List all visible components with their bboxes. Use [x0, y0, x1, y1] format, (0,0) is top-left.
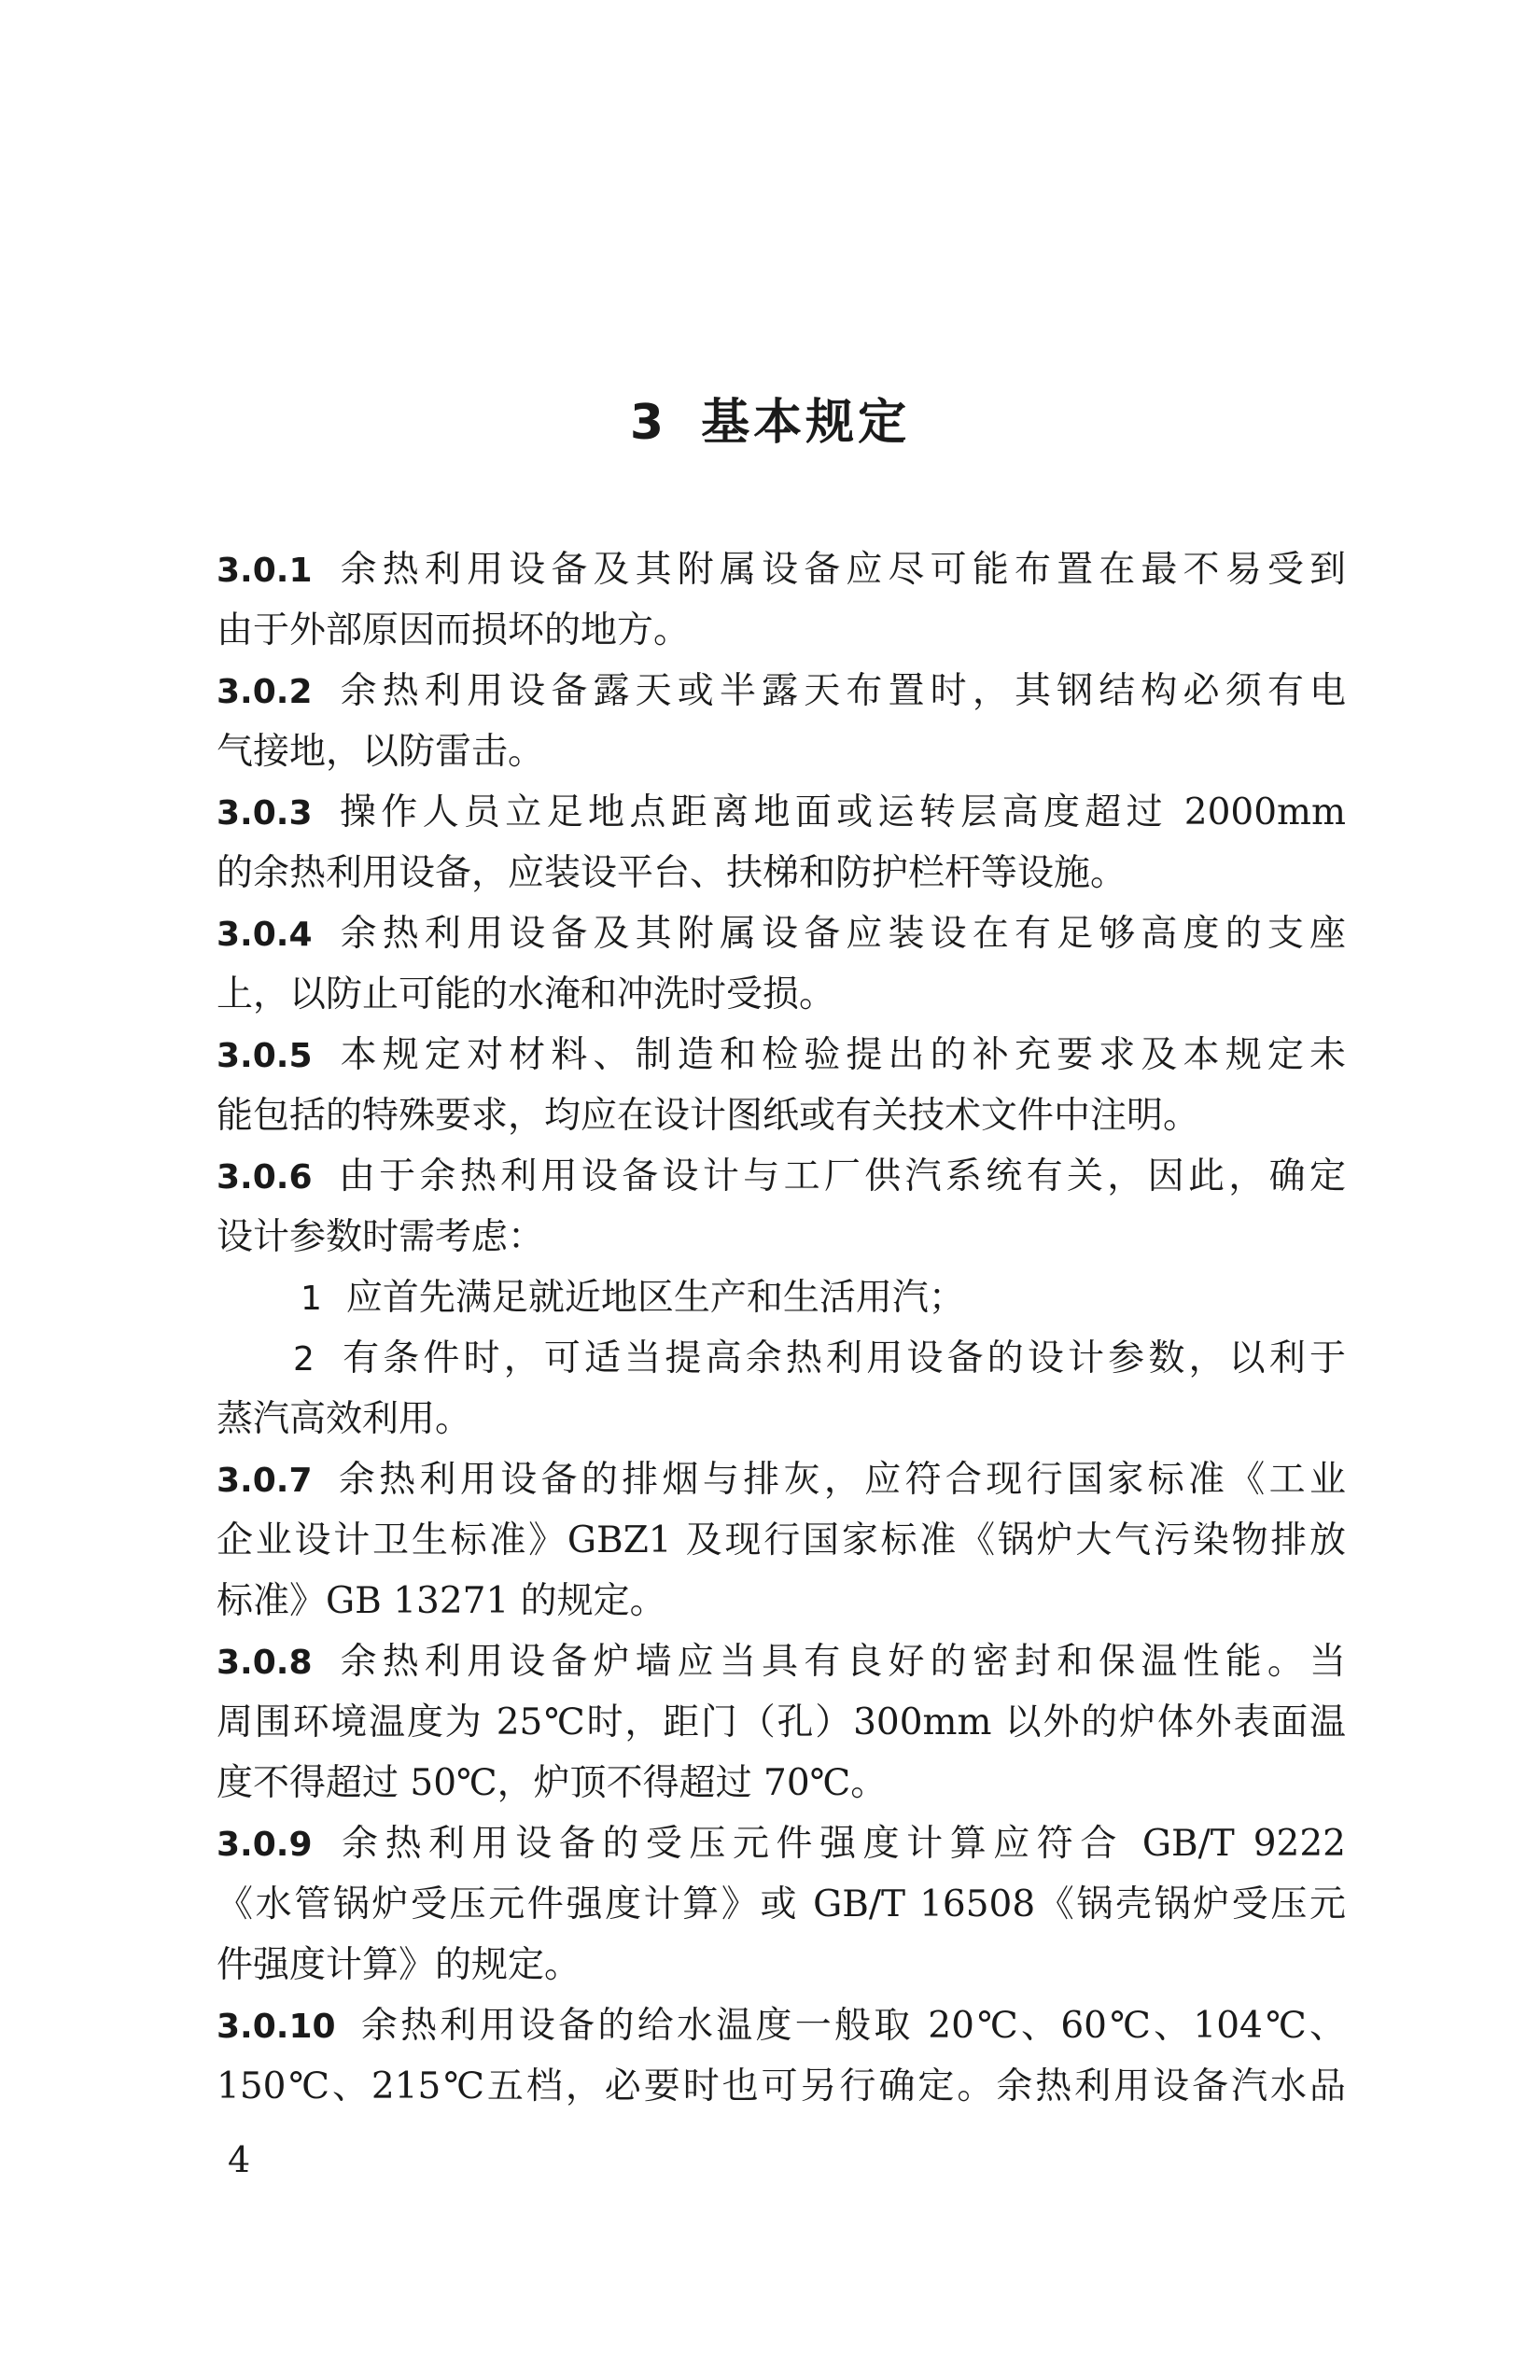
clause-text: 余热利用设备的给水温度一般取 20℃、60℃、104℃、: [357, 2005, 1346, 2047]
clause-3-0-6-line-2: [217, 1207, 1346, 1267]
clause-3-0-1-line-1: [217, 539, 1346, 600]
clause-3-0-6-line-1: [217, 1146, 1346, 1207]
list-item-number: 1: [301, 1280, 322, 1318]
clause-text: 余热利用设备炉墙应当具有良好的密封和保温性能。当: [334, 1641, 1346, 1683]
clause-3-0-7-line-3: [217, 1571, 1346, 1631]
clause-number: 3.0.6: [217, 1158, 313, 1197]
clause-text: 余热利用设备及其附属设备应装设在有足够高度的支座: [334, 913, 1346, 955]
clause-text: 的余热利用设备，应装设平台、扶梯和防护栏杆等设施。: [217, 852, 1127, 894]
clause-3-0-9-line-3: [217, 1935, 1346, 1995]
clause-text: 企业设计卫生标准》GBZ1 及现行国家标准《锅炉大气污染物排放: [217, 1519, 1346, 1561]
list-item-text: 蒸汽高效利用。: [217, 1398, 472, 1440]
clause-text: 设计参数时需考虑：: [217, 1216, 545, 1258]
clause-text: 度不得超过 50℃，炉顶不得超过 70℃。: [217, 1762, 888, 1804]
clause-number: 3.0.2: [217, 673, 313, 711]
clause-text: 150℃、215℃五档，必要时也可另行确定。余热利用设备汽水品: [217, 2065, 1346, 2107]
clause-3-0-1-line-2: [217, 600, 1346, 661]
list-item-number: 2: [293, 1340, 315, 1379]
clause-number: 3.0.1: [217, 552, 313, 590]
page-number: 4: [228, 2139, 251, 2180]
clause-number: 3.0.5: [217, 1037, 313, 1075]
clause-3-0-5-line-2: [217, 1085, 1346, 1146]
clause-text: 件强度计算》的规定。: [217, 1944, 581, 1986]
list-item-2-line-1: [217, 1328, 1346, 1389]
clause-text: 《水管锅炉受压元件强度计算》或 GB/T 16508《锅壳锅炉受压元: [217, 1883, 1346, 1925]
clause-3-0-9-line-2: [217, 1874, 1346, 1935]
clause-number: 3.0.3: [217, 794, 313, 833]
clause-text: 余热利用设备及其附属设备应尽可能布置在最不易受到: [334, 549, 1346, 591]
clause-3-0-2-line-1: [217, 661, 1346, 721]
clause-text: 操作人员立足地点距离地面或运转层高度超过 2000mm: [334, 791, 1346, 833]
clause-text: 余热利用设备的排烟与排灰，应符合现行国家标准《工业: [334, 1459, 1346, 1501]
list-item-text: 应首先满足就近地区生产和生活用汽；: [345, 1277, 965, 1319]
clause-3-0-8-line-3: [217, 1753, 1346, 1813]
clause-number: 3.0.7: [217, 1462, 313, 1500]
clause-3-0-8-line-1: [217, 1631, 1346, 1692]
clause-text: 气接地，以防雷击。: [217, 731, 545, 773]
clause-text: 能包括的特殊要求，均应在设计图纸或有关技术文件中注明。: [217, 1095, 1200, 1137]
document-body: [217, 539, 1346, 2117]
clause-3-0-3-line-1: [217, 782, 1346, 843]
list-item-1: [217, 1267, 1346, 1328]
list-item-text: 有条件时，可适当提高余热利用设备的设计参数，以利于: [338, 1337, 1346, 1379]
clause-text: 上，以防止可能的水淹和冲洗时受损。: [217, 973, 836, 1015]
chapter-title: [0, 383, 1540, 453]
clause-number: 3.0.4: [217, 916, 313, 954]
chapter-number: 3: [629, 395, 668, 451]
clause-text: 标准》GB 13271 的规定。: [217, 1580, 666, 1622]
chapter-title-text: 基本规定: [701, 395, 911, 451]
clause-text: 本规定对材料、制造和检验提出的补充要求及本规定未: [334, 1034, 1346, 1076]
clause-3-0-10-line-2: [217, 2056, 1346, 2117]
clause-text: 由于外部原因而损坏的地方。: [217, 609, 691, 651]
clause-3-0-3-line-2: [217, 843, 1346, 903]
clause-3-0-10-line-1: [217, 1995, 1346, 2056]
clause-3-0-9-line-1: [217, 1813, 1346, 1874]
clause-text: 周围环境温度为 25℃时，距门（孔）300mm 以外的炉体外表面温: [217, 1701, 1346, 1743]
clause-text: 余热利用设备露天或半露天布置时，其钢结构必须有电: [334, 670, 1346, 712]
clause-3-0-7-line-2: [217, 1510, 1346, 1571]
clause-number: 3.0.10: [217, 2008, 336, 2046]
clause-3-0-7-line-1: [217, 1449, 1346, 1510]
clause-3-0-5-line-1: [217, 1025, 1346, 1085]
list-item-2-line-2: [217, 1389, 1346, 1449]
clause-text: 余热利用设备的受压元件强度计算应符合 GB/T 9222: [334, 1823, 1346, 1865]
clause-number: 3.0.8: [217, 1644, 313, 1682]
clause-3-0-4-line-2: [217, 964, 1346, 1025]
clause-3-0-4-line-1: [217, 903, 1346, 964]
clause-3-0-8-line-2: [217, 1692, 1346, 1753]
clause-text: 由于余热利用设备设计与工厂供汽系统有关，因此，确定: [334, 1155, 1346, 1197]
clause-3-0-2-line-2: [217, 721, 1346, 782]
clause-number: 3.0.9: [217, 1826, 313, 1864]
